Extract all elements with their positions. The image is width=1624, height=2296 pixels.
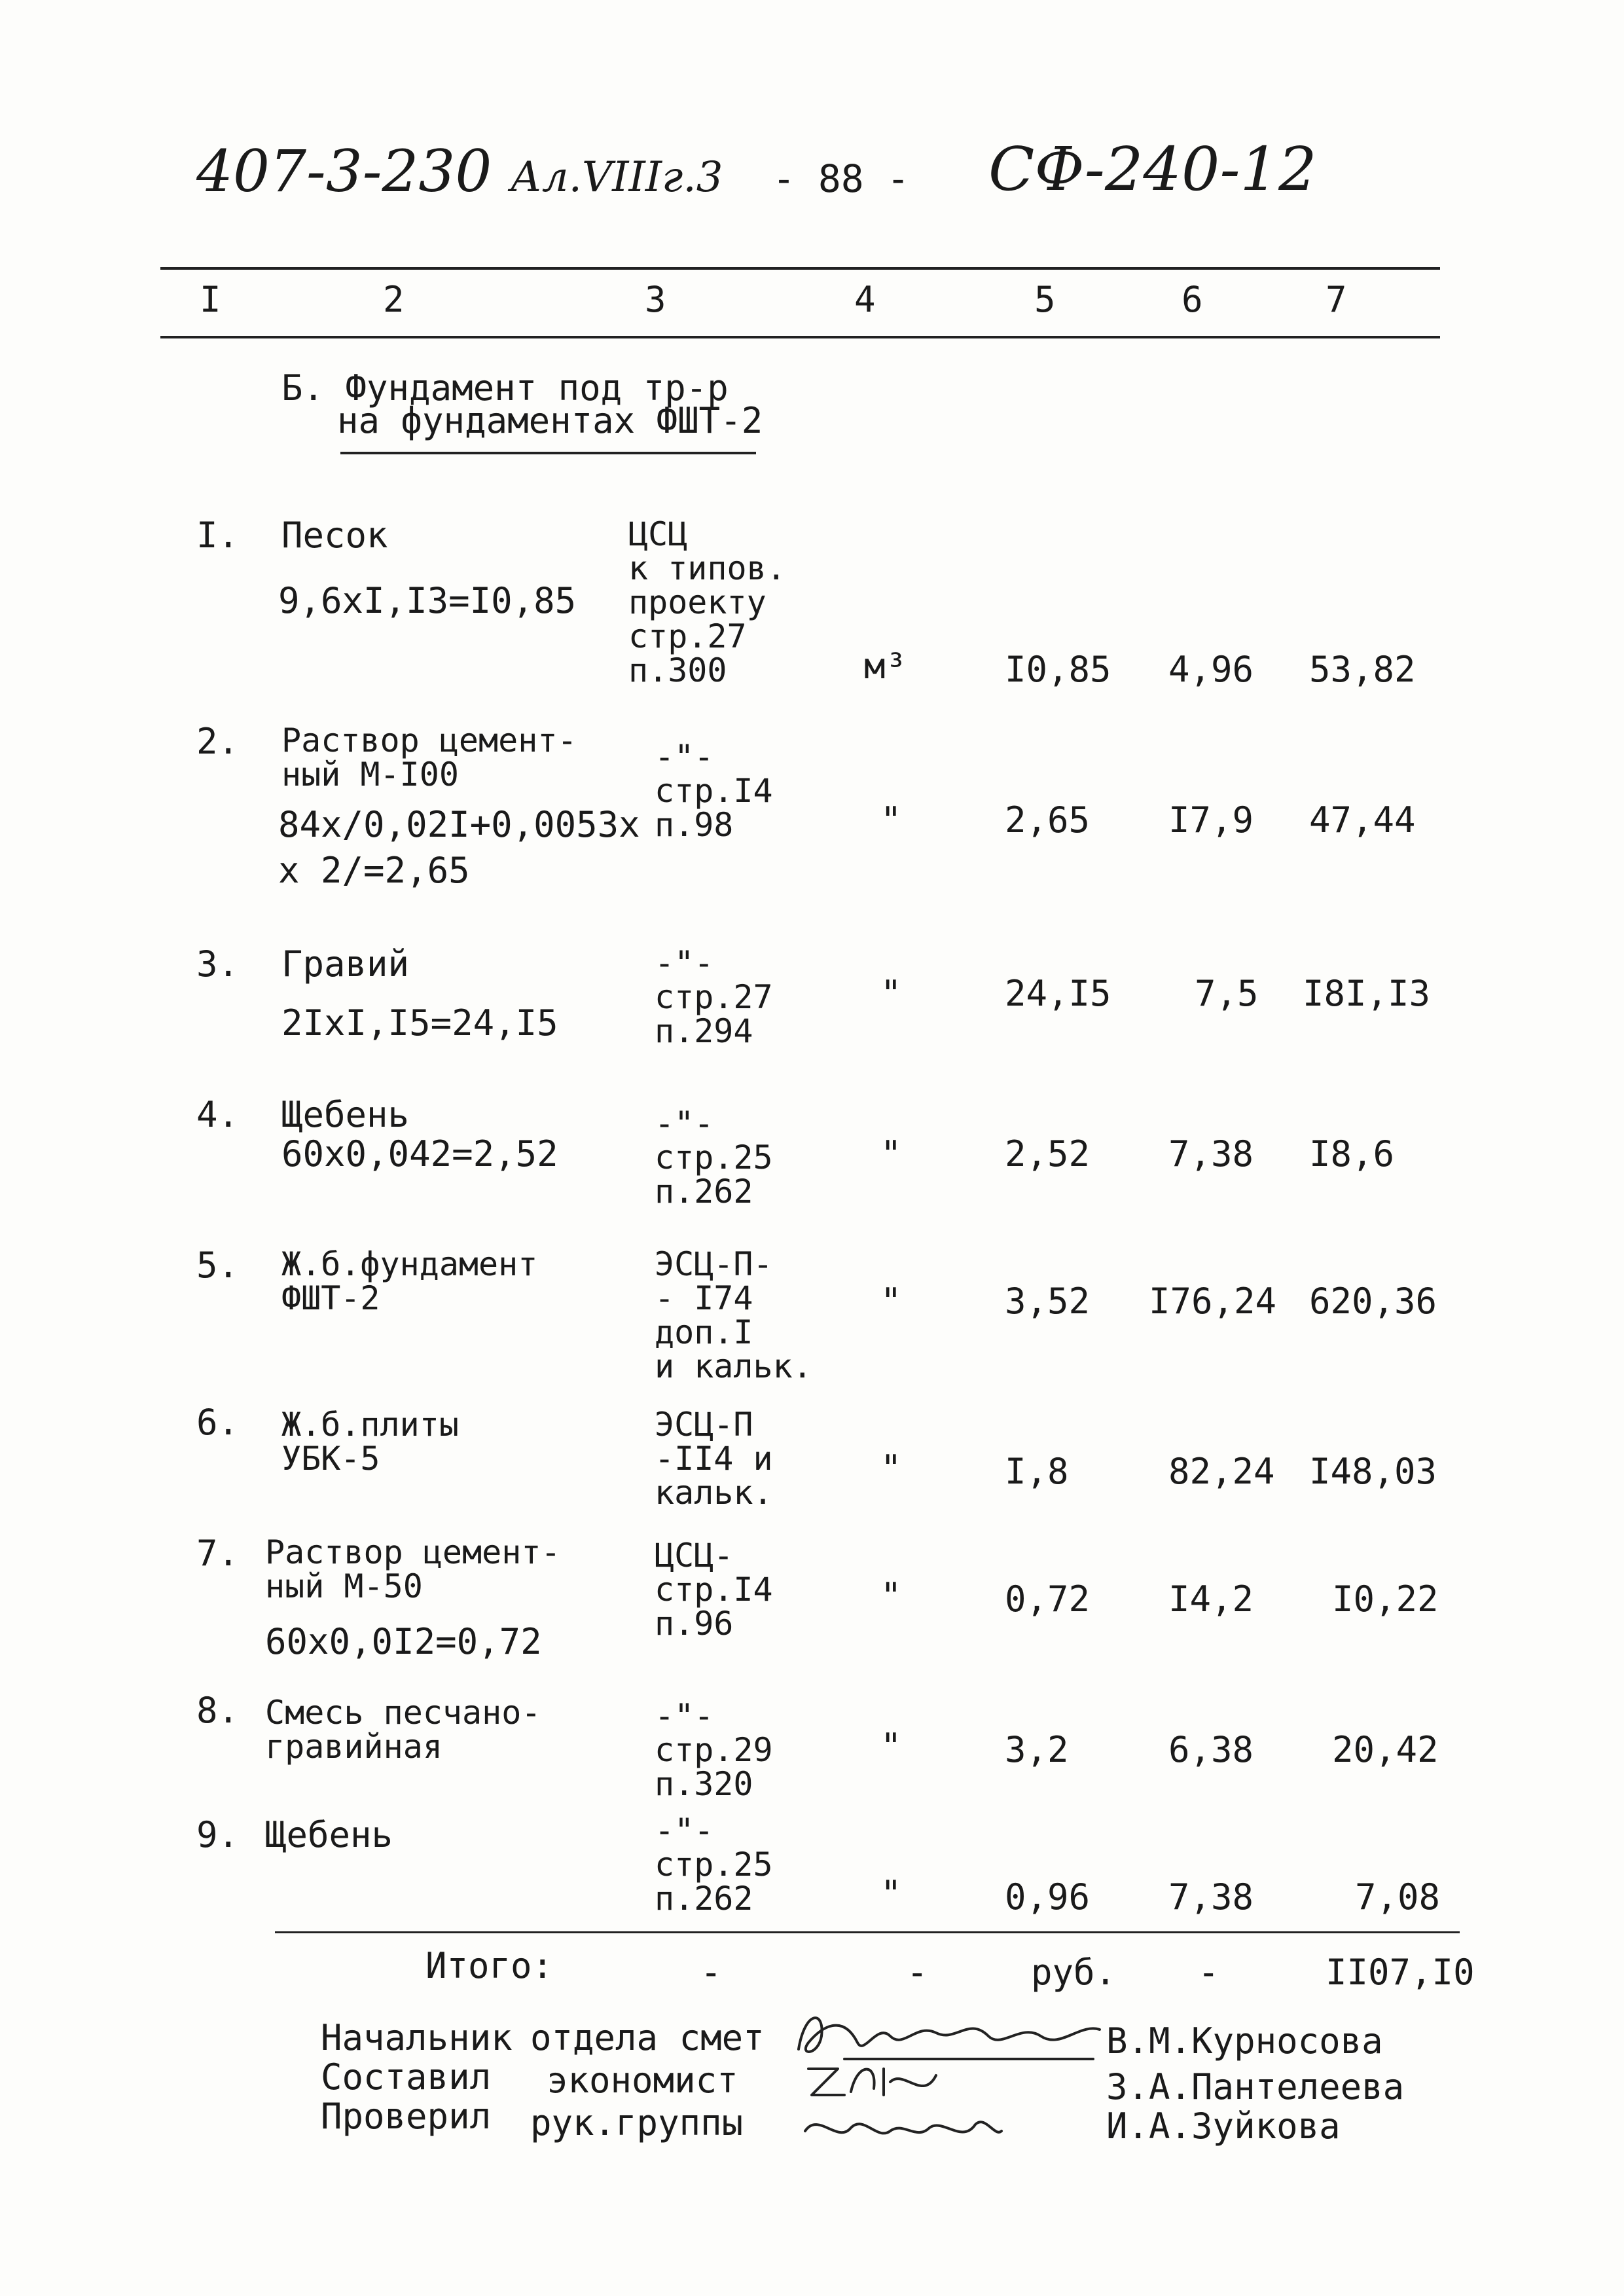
signatory-role: Проверил: [321, 2096, 492, 2137]
header-bottom-rule: [160, 336, 1440, 338]
calculation: 60x0,042=2,52: [281, 1133, 558, 1175]
price-reference: ЦСЦ- стр.I4 п.96: [655, 1537, 773, 1643]
quantity: 0,72: [1005, 1578, 1091, 1620]
unit-price: I7,9: [1168, 799, 1254, 841]
price-reference: ЭСЦ-П- - I74 доп.I и кальк.: [655, 1245, 812, 1385]
signatory-name: В.М.Курносова: [1106, 2020, 1383, 2062]
unit: ": [880, 1726, 902, 1767]
row-number: 3.: [196, 943, 240, 985]
total-unit: руб.: [1031, 1952, 1117, 1993]
material-name: Щебень: [281, 1094, 410, 1135]
handwritten-signature-3: [799, 2105, 1008, 2157]
row-total: I0,22: [1332, 1578, 1439, 1620]
page-number: - 88 -: [772, 156, 910, 201]
quantity: 3,2: [1005, 1729, 1069, 1770]
calculation: 84x/0,02I+0,0053x x 2/=2,65: [278, 804, 640, 891]
price-reference: ЦСЦ к типов. проекту стр.27 п.300: [628, 515, 786, 689]
material-name: Гравий: [281, 943, 410, 985]
column-header-2: 2: [383, 279, 405, 320]
quantity: I,8: [1005, 1451, 1069, 1492]
section-title-line1: Б. Фундамент под тр-р: [281, 367, 729, 409]
unit-price: I4,2: [1168, 1578, 1254, 1620]
unit: ": [880, 973, 902, 1014]
signatory-role: Составил: [321, 2056, 492, 2098]
signatory-name: З.А.Пантелеева: [1106, 2066, 1405, 2107]
row-total: I8,6: [1309, 1133, 1395, 1175]
row-total: I48,03: [1309, 1451, 1437, 1492]
row-number: 5.: [196, 1245, 240, 1286]
total-col4-dash: -: [907, 1952, 928, 1993]
row-total: 20,42: [1332, 1729, 1439, 1770]
price-reference: -"- стр.27 п.294: [655, 944, 773, 1050]
price-reference: -"- стр.25 п.262: [655, 1812, 773, 1918]
row-number: 2.: [196, 721, 240, 762]
unit-price: 7,38: [1168, 1133, 1254, 1175]
price-reference: -"- стр.29 п.320: [655, 1697, 773, 1803]
calculation: 9,6xI,I3=I0,85: [278, 580, 577, 621]
quantity: 2,52: [1005, 1133, 1091, 1175]
row-total: I8I,I3: [1303, 973, 1431, 1014]
grand-total: II07,I0: [1326, 1952, 1475, 1993]
quantity: I0,85: [1005, 649, 1111, 690]
row-number: 4.: [196, 1094, 240, 1135]
unit: ": [880, 1133, 902, 1175]
unit-price: 6,38: [1168, 1729, 1254, 1770]
unit-price: 7,5: [1195, 973, 1259, 1014]
sheet-code: СФ-240-12: [988, 134, 1317, 204]
material-name: Смесь песчано- гравийная: [265, 1694, 541, 1766]
unit: ": [880, 1575, 902, 1616]
price-reference: -"- стр.25 п.262: [655, 1104, 773, 1211]
signatory-role: Начальник: [321, 2017, 513, 2058]
material-name: Ж.б.плиты УБК-5: [281, 1406, 459, 1478]
quantity: 3,52: [1005, 1281, 1091, 1322]
row-number: 6.: [196, 1402, 240, 1443]
column-header-4: 4: [854, 279, 876, 320]
section-title-line2: на фундаментах ФШТ-2: [337, 400, 763, 441]
column-header-3: 3: [645, 279, 666, 320]
material-name: Раствор цемент- ный М-50: [265, 1533, 561, 1605]
column-header-1: I: [200, 279, 221, 320]
quantity: 0,96: [1005, 1876, 1091, 1918]
total-col6-dash: -: [1198, 1952, 1219, 1993]
signatory-position: отдела смет: [530, 2017, 765, 2058]
section-title-underline: [340, 452, 756, 454]
row-number: 7.: [196, 1533, 240, 1574]
signatory-position: экономист: [547, 2060, 738, 2101]
material-name: Раствор цемент- ный М-I00: [281, 721, 577, 793]
column-header-7: 7: [1326, 279, 1347, 320]
material-name: Песок: [281, 515, 388, 556]
price-reference: ЭСЦ-П -II4 и кальк.: [655, 1406, 773, 1512]
price-reference: -"- стр.I4 п.98: [655, 738, 773, 844]
row-total: 7,08: [1355, 1876, 1441, 1918]
total-label: Итого:: [425, 1945, 554, 1986]
row-number: 9.: [196, 1814, 240, 1855]
material-name: Ж.б.фундамент ФШТ-2: [281, 1245, 538, 1317]
total-rule: [275, 1931, 1460, 1933]
unit: ": [880, 799, 902, 841]
column-header-6: 6: [1182, 279, 1203, 320]
signatory-name: И.А.Зуйкова: [1106, 2105, 1341, 2147]
album-note: Ал.VIIIг.3: [510, 153, 723, 202]
unit-price: 7,38: [1168, 1876, 1254, 1918]
unit: м³: [864, 646, 907, 687]
row-number: I.: [196, 515, 240, 556]
header-top-rule: [160, 267, 1440, 270]
row-number: 8.: [196, 1690, 240, 1731]
unit-price: I76,24: [1149, 1281, 1277, 1322]
row-total: 53,82: [1309, 649, 1416, 690]
total-col3-dash: -: [700, 1952, 722, 1993]
row-total: 47,44: [1309, 799, 1416, 841]
row-total: 620,36: [1309, 1281, 1437, 1322]
column-header-5: 5: [1034, 279, 1056, 320]
unit-price: 82,24: [1168, 1451, 1275, 1492]
handwritten-signature-2: [799, 2056, 956, 2108]
signatory-position: рук.группы: [530, 2102, 744, 2143]
quantity: 2,65: [1005, 799, 1091, 841]
calculation: 2IxI,I5=24,I5: [281, 1002, 558, 1044]
document-code: 407-3-230 Ал.VIIIг.3: [196, 137, 723, 205]
unit: ": [880, 1281, 902, 1322]
material-name: Щебень: [265, 1814, 393, 1855]
quantity: 24,I5: [1005, 973, 1111, 1014]
unit: ": [880, 1873, 902, 1914]
unit: ": [880, 1448, 902, 1489]
unit-price: 4,96: [1168, 649, 1254, 690]
calculation: 60x0,0I2=0,72: [265, 1621, 542, 1662]
